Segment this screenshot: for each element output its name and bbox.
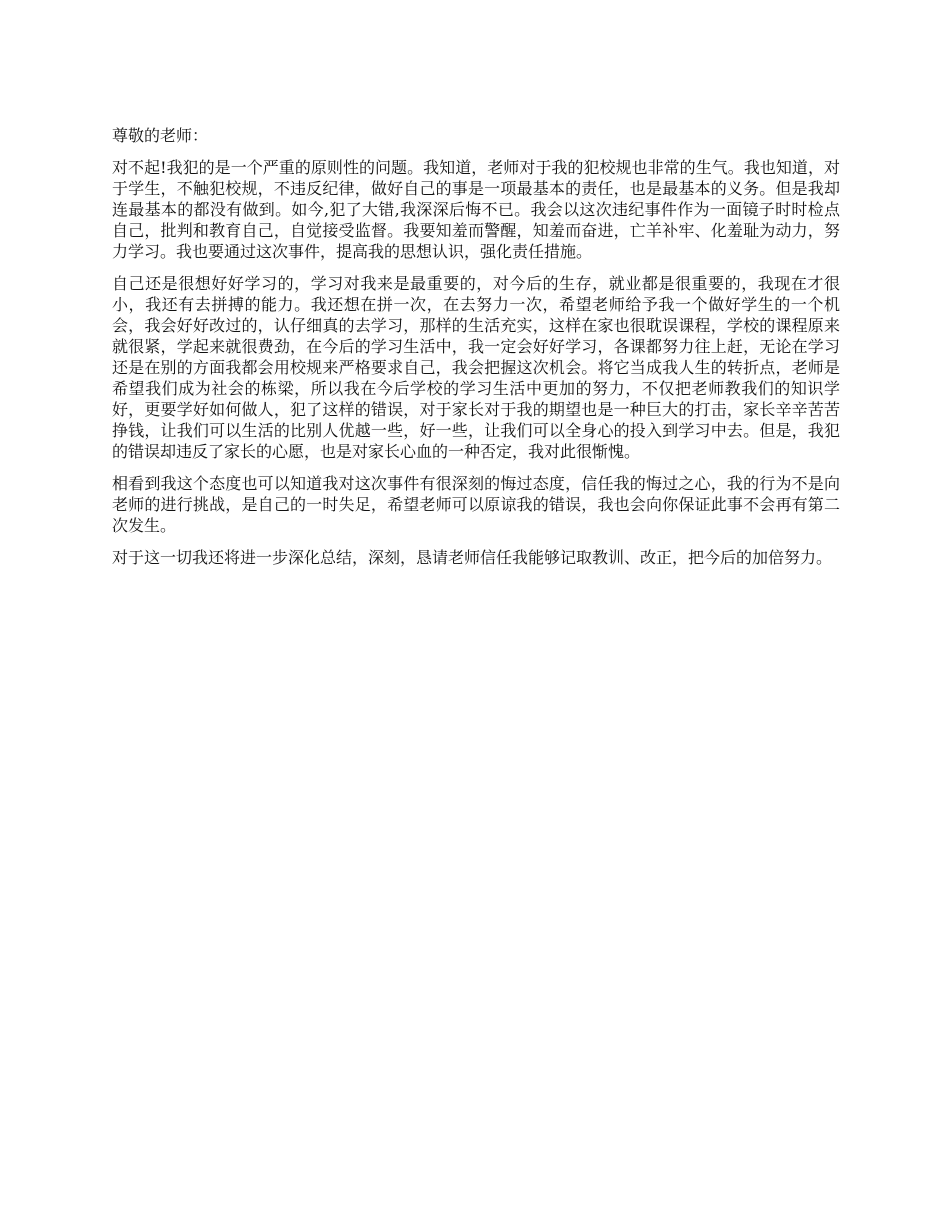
letter-paragraph-1: 对不起!我犯的是一个严重的原则性的问题。我知道，老师对于我的犯校规也非常的生气。我也知道，对于学生，不触犯校规，不违反纪律，做好自己的事是一项最基本的责任，也是最基本的义务。但是我却连最基本的都没有做到。如今,犯了大错,我深深后悔不已。我会以这次违纪事件作为一面镜子时时检点自己，批判和教育自己，自觉接受监督。我要知羞而警醒，知羞而奋进，亡羊补牢、化羞耻为动力，努力学习。我也要通过这次事件，提高我的思想认识，强化责任措施。 bbox=[112, 158, 840, 261]
letter-paragraph-2: 自己还是很想好好学习的，学习对我来是最重要的，对今后的生存，就业都是很重要的，我现在才很小，我还有去拼搏的能力。我还想在拼一次，在去努力一次，希望老师给予我一个做好学生的一个机会，我会好好改过的，认仔细真的去学习，那样的生活充实，这样在家也很耽误课程，学校的课程原来就很紧，学起来就很费劲，在今后的学习生活中，我一定会好好学习，各课都努力往上赶，无论在学习还是在别的方面我都会用校规来严格要求自己，我会把握这次机会。将它当成我人生的转折点，老师是希望我们成为社会的栋梁，所以我在今后学校的学习生活中更加的努力，不仅把老师教我们的知识学好，更要学好如何做人，犯了这样的错误，对于家长对于我的期望也是一种巨大的打击，家长辛辛苦苦挣钱，让我们可以生活的比别人优越一些，好一些，让我们可以全身心的投入到学习中去。但是，我犯的错误却违反了家长的心愿，也是对家长心血的一种否定，我对此很惭愧。 bbox=[112, 274, 840, 461]
letter-paragraph-4: 对于这一切我还将进一步深化总结，深刻，恳请老师信任我能够记取教训、改正，把今后的加倍努力。 bbox=[112, 548, 833, 567]
letter-paragraph-3: 相看到我这个态度也可以知道我对这次事件有很深刻的悔过态度，信任我的悔过之心，我的行为不是向老师的进行挑战，是自己的一时失足，希望老师可以原谅我的错误，我也会向你保证此事不会再有第二次发生。 bbox=[112, 474, 840, 535]
letter-salutation: 尊敬的老师： bbox=[112, 126, 209, 145]
